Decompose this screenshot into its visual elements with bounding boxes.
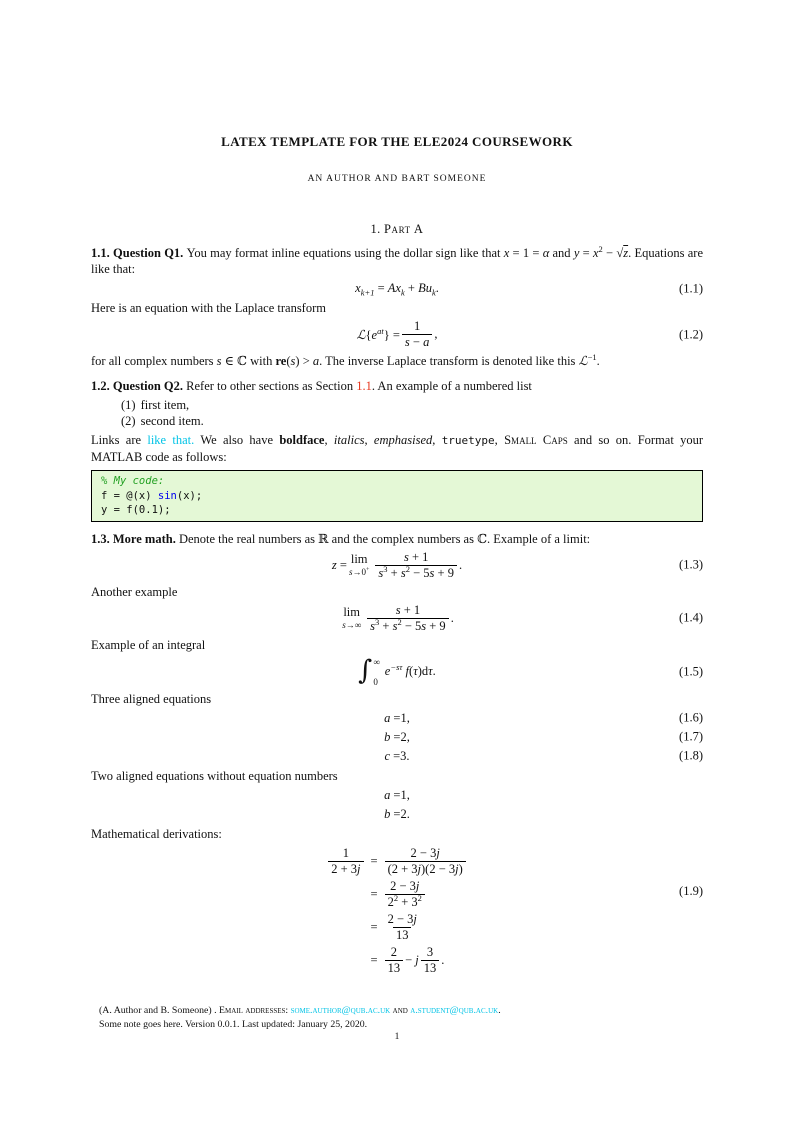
text-run: ) . bbox=[208, 1005, 220, 1016]
list-item-label: (2) bbox=[121, 414, 136, 428]
derivation-lhs bbox=[326, 847, 365, 876]
paragraph-more-math bbox=[91, 531, 703, 547]
aligned-rhs: =2. bbox=[393, 806, 410, 821]
equation-number: (1.1) bbox=[679, 281, 703, 295]
equation-number: (1.5) bbox=[679, 664, 703, 678]
text-run: sin bbox=[157, 489, 177, 502]
paragraph-laplace-intro: Here is an equation with the Laplace transform bbox=[91, 301, 326, 315]
text-run: Email addresses: bbox=[219, 1005, 291, 1016]
equation-trail: , bbox=[434, 327, 438, 341]
text-run: for all complex numbers bbox=[91, 354, 217, 368]
text-run: emphasised bbox=[373, 433, 433, 447]
text-run: j bbox=[417, 861, 422, 876]
section-title: Part A bbox=[383, 222, 424, 236]
aligned-lhs: b bbox=[384, 806, 391, 821]
text-run: f bbox=[405, 664, 410, 678]
text-run: − 5 bbox=[401, 618, 422, 633]
equation-number: (1.4) bbox=[679, 610, 703, 625]
text-run: s bbox=[290, 354, 296, 368]
derivation-rhs bbox=[366, 913, 422, 942]
text-run: j bbox=[436, 845, 440, 860]
equals-sign: = bbox=[370, 853, 378, 868]
text-run: x bbox=[503, 246, 510, 260]
text-run: We also have bbox=[194, 433, 280, 447]
derivation-rhs bbox=[366, 946, 445, 975]
text-run: Small Caps bbox=[504, 433, 568, 447]
paragraph-three-aligned: Three aligned equations bbox=[91, 691, 212, 706]
integral-sign bbox=[358, 657, 382, 687]
integral-glyph: ∫ bbox=[358, 655, 373, 687]
text-run: . bbox=[498, 1005, 501, 1016]
text-run: 13 bbox=[387, 960, 401, 975]
equation-lhs bbox=[357, 327, 400, 343]
text-run: s bbox=[370, 618, 375, 633]
paragraph-question-q2 bbox=[91, 378, 703, 394]
text-run: a bbox=[312, 354, 320, 368]
text-run: . bbox=[435, 281, 439, 295]
text-run: , bbox=[324, 433, 334, 447]
text-run: + 9 bbox=[426, 618, 446, 633]
text-run: 2 − 3 bbox=[410, 845, 437, 860]
equals-sign: = bbox=[370, 886, 378, 901]
text-run: Refer to other sections as Section bbox=[186, 379, 357, 393]
text-run: s bbox=[392, 618, 398, 633]
fraction bbox=[367, 604, 449, 633]
limit-operator bbox=[342, 606, 361, 630]
text-run: + bbox=[387, 565, 401, 580]
paragraph-question-q1 bbox=[91, 245, 703, 277]
text-run: 3 bbox=[426, 944, 434, 959]
text-run: , bbox=[494, 433, 505, 447]
text-run: ( bbox=[99, 1005, 103, 1016]
limit-operator bbox=[349, 553, 369, 577]
text-run: 3 bbox=[383, 563, 388, 574]
equation-1-2 bbox=[91, 320, 703, 349]
fraction bbox=[402, 320, 432, 349]
text-run: (x); bbox=[176, 489, 203, 502]
fraction-denominator bbox=[367, 618, 449, 633]
text-run: j bbox=[413, 911, 417, 926]
text-run: j bbox=[415, 952, 419, 967]
equation-1-4 bbox=[91, 604, 703, 633]
equation-trail: . bbox=[450, 610, 454, 625]
numbered-list bbox=[121, 397, 703, 429]
aligned-equation-row bbox=[91, 787, 703, 804]
text-run: )d bbox=[417, 664, 429, 678]
aligned-equation-row bbox=[91, 806, 703, 823]
paragraph-two-aligned: Two aligned equations without equation numbers bbox=[91, 768, 338, 783]
text-run: s bbox=[378, 565, 384, 580]
fraction-denominator bbox=[385, 861, 466, 876]
text-run: + bbox=[379, 618, 393, 633]
fraction bbox=[421, 946, 440, 975]
text-run: a bbox=[423, 335, 430, 349]
limit-subscript bbox=[342, 621, 361, 630]
footnote-line-version: Some note goes here. Version 0.0.1. Last updated: January 25, 2020. bbox=[99, 1019, 368, 1030]
text-run: + bbox=[404, 281, 419, 295]
text-run: Question Q1. bbox=[113, 246, 187, 260]
aligned-equation-row bbox=[91, 710, 703, 727]
fraction-numerator bbox=[340, 847, 352, 861]
section-heading bbox=[91, 222, 703, 237]
equation-number: (1.7) bbox=[679, 729, 703, 744]
aligned-lhs: c bbox=[384, 748, 391, 763]
code-line bbox=[101, 503, 693, 518]
derivation-block bbox=[91, 847, 703, 975]
text-run: { bbox=[365, 327, 372, 342]
integral-limits bbox=[373, 657, 379, 687]
equation-number: (1.9) bbox=[679, 883, 703, 898]
text-run: x bbox=[355, 281, 361, 295]
derivation-grid bbox=[91, 847, 703, 975]
paragraph-integral-example: Example of an integral bbox=[91, 637, 206, 652]
text-run: ℒ bbox=[578, 354, 588, 368]
text-run: . An example of a numbered list bbox=[371, 379, 532, 393]
text-run: y = f(0.1); bbox=[101, 504, 171, 516]
text-run: boldface bbox=[279, 433, 325, 447]
text-run: at bbox=[377, 325, 384, 336]
text-run: −1 bbox=[587, 351, 597, 362]
paragraph-another-example: Another example bbox=[91, 584, 178, 599]
fraction bbox=[385, 946, 404, 975]
text-run: s bbox=[404, 335, 410, 349]
list-item-text: first item, bbox=[140, 398, 190, 412]
text-run: s bbox=[429, 565, 435, 580]
text-run: 2 bbox=[390, 944, 397, 959]
paragraph-derivations: Mathematical derivations: bbox=[91, 826, 222, 841]
text-run: } = bbox=[383, 327, 400, 342]
fraction-denominator bbox=[328, 861, 363, 876]
list-item bbox=[121, 397, 703, 413]
text-run: x bbox=[592, 246, 599, 260]
text-run: →0 bbox=[352, 566, 366, 577]
aligned-rhs: =1, bbox=[393, 787, 410, 802]
aligned-equation-row bbox=[91, 729, 703, 746]
equation-number: (1.3) bbox=[679, 557, 703, 572]
fraction bbox=[375, 551, 457, 580]
text-run: (2 + 3 bbox=[387, 861, 418, 876]
fraction-numerator bbox=[408, 847, 443, 861]
fraction-denominator bbox=[375, 565, 457, 580]
text-run: f = @(x) bbox=[101, 489, 158, 502]
text-run: s bbox=[403, 549, 409, 564]
text-run: = bbox=[579, 246, 593, 260]
page-content bbox=[91, 0, 703, 975]
text-run: ) > bbox=[295, 354, 313, 368]
limit-label: lim bbox=[343, 605, 360, 620]
text-run: 2 bbox=[417, 892, 422, 903]
text-run: . bbox=[432, 664, 436, 678]
text-run: s bbox=[348, 566, 353, 577]
aligned-equations-unnumbered bbox=[91, 787, 703, 823]
fraction-numerator bbox=[424, 946, 436, 960]
text-run: 1.2. bbox=[91, 379, 113, 393]
document-title: LATEX TEMPLATE FOR THE ELE2024 COURSEWORK bbox=[221, 134, 573, 149]
text-run: −sτ bbox=[390, 661, 403, 672]
limit-subscript bbox=[349, 568, 369, 577]
equals-sign: = bbox=[370, 919, 378, 934]
text-run: ∈ ℂ with bbox=[221, 354, 276, 368]
text-run: k bbox=[400, 287, 405, 298]
text-run: 13 bbox=[423, 960, 437, 975]
text-run: ( bbox=[409, 664, 414, 678]
integral-lower-limit: 0 bbox=[373, 676, 378, 687]
fraction bbox=[385, 847, 466, 876]
text-run: ) bbox=[458, 861, 463, 876]
code-line bbox=[101, 489, 693, 504]
text-run: j bbox=[357, 861, 361, 876]
text-run: k+1 bbox=[360, 287, 375, 298]
text-run: A. Author and B. Someone bbox=[102, 1005, 209, 1016]
text-run: 1 bbox=[414, 319, 421, 333]
integral-upper-limit: ∞ bbox=[373, 656, 380, 667]
text-run: 13 bbox=[395, 927, 409, 942]
fraction-numerator bbox=[388, 946, 400, 960]
text-run: α bbox=[542, 246, 550, 260]
text-run: 1 bbox=[342, 845, 349, 860]
equation-1-1 bbox=[91, 281, 703, 296]
text-run: s bbox=[421, 618, 427, 633]
text-run: + 9 bbox=[434, 565, 454, 580]
text-run: = 1 = bbox=[509, 246, 543, 260]
text-run: − bbox=[409, 335, 424, 349]
text-run: 2 + 3 bbox=[331, 861, 358, 876]
text-run: Question Q2. bbox=[112, 379, 187, 393]
text-run: 2 bbox=[387, 894, 394, 909]
text-run: 2 − 3 bbox=[387, 911, 414, 926]
text-run: Bu bbox=[418, 281, 432, 295]
page-number: 1 bbox=[394, 1032, 400, 1042]
aligned-lhs: b bbox=[384, 729, 391, 744]
text-run: . The inverse Laplace transform is denoted like this bbox=[319, 354, 579, 368]
text-run: and so on. Format your MATLAB code as follows: bbox=[91, 433, 704, 464]
text-run: , bbox=[364, 433, 374, 447]
text-run: − 5 bbox=[409, 565, 430, 580]
list-item bbox=[121, 413, 703, 429]
inline-hyperlink[interactable]: like that. bbox=[147, 433, 195, 447]
fraction-numerator bbox=[411, 320, 423, 334]
text-run: More math. bbox=[112, 531, 179, 546]
email-link-student[interactable]: a.student@qub.ac.uk bbox=[410, 1005, 499, 1016]
derivation-rhs bbox=[366, 847, 468, 876]
text-run: 3 bbox=[375, 616, 380, 627]
text-run: Links are bbox=[91, 433, 148, 447]
fraction-denominator bbox=[421, 960, 440, 975]
text-run: 2 bbox=[397, 616, 402, 627]
text-run: re bbox=[275, 354, 287, 368]
text-run: s bbox=[342, 619, 346, 630]
text-run: e bbox=[384, 664, 391, 678]
list-item-text: second item. bbox=[140, 414, 204, 428]
equation-body bbox=[384, 661, 436, 679]
matlab-code-block bbox=[91, 470, 703, 522]
text-run: . Equations are like that: bbox=[91, 246, 703, 276]
fraction bbox=[385, 913, 420, 942]
text-run: 2 bbox=[393, 892, 399, 903]
aligned-lhs: a bbox=[384, 710, 391, 725]
fraction bbox=[328, 847, 363, 876]
text-run: % My code: bbox=[101, 475, 165, 487]
aligned-rhs: =2, bbox=[393, 729, 410, 744]
equation-1-3 bbox=[91, 551, 703, 580]
aligned-rhs: =3. bbox=[393, 748, 410, 763]
section-number: 1. bbox=[370, 222, 381, 236]
text-run: 2 bbox=[598, 243, 603, 254]
text-run: k bbox=[431, 287, 436, 298]
text-run: = bbox=[336, 557, 347, 572]
text-run: , bbox=[432, 433, 442, 447]
text-run: . bbox=[596, 354, 600, 368]
footnote bbox=[99, 1004, 699, 1032]
text-run: − √ bbox=[602, 246, 624, 260]
fraction-denominator bbox=[402, 334, 432, 349]
equation-lhs bbox=[332, 558, 347, 573]
text-run: Ax bbox=[387, 281, 401, 295]
text-run: − bbox=[405, 952, 416, 967]
aligned-rhs: =1, bbox=[393, 710, 410, 725]
text-run: s bbox=[400, 565, 406, 580]
section-ref-link[interactable]: 1.1 bbox=[356, 379, 372, 393]
text-run: e bbox=[371, 327, 378, 342]
email-link-author[interactable]: some.author@qub.ac.uk bbox=[290, 1005, 391, 1016]
footnote-line-authors bbox=[99, 1004, 699, 1018]
derivation-mid-term bbox=[405, 953, 419, 968]
aligned-equation-row bbox=[91, 748, 703, 765]
aligned-lhs: a bbox=[384, 787, 391, 802]
equation-1-5 bbox=[91, 657, 703, 687]
equation-number: (1.6) bbox=[679, 710, 703, 725]
paragraph-complex-numbers bbox=[91, 353, 703, 369]
fraction bbox=[385, 880, 425, 909]
limit-label: lim bbox=[350, 552, 368, 567]
text-run: truetype bbox=[441, 434, 495, 447]
text-run: y bbox=[573, 246, 580, 260]
fraction-numerator bbox=[385, 913, 420, 927]
text-run: →∞ bbox=[345, 619, 362, 630]
text-run: s bbox=[216, 354, 222, 368]
text-run: + 3 bbox=[398, 894, 418, 909]
list-item-label: (1) bbox=[121, 398, 136, 412]
text-run: j bbox=[415, 878, 420, 893]
equation-trail: . bbox=[458, 557, 463, 572]
text-run: 1.3. bbox=[91, 531, 113, 546]
text-run: and bbox=[549, 246, 574, 260]
text-run: + bbox=[365, 566, 370, 573]
equation-number: (1.2) bbox=[679, 327, 703, 341]
aligned-equations-numbered bbox=[91, 710, 703, 765]
code-line bbox=[101, 474, 693, 489]
text-run: = bbox=[374, 281, 388, 295]
text-run: 1.1. bbox=[91, 246, 114, 260]
text-run: italics bbox=[333, 433, 365, 447]
equation-trail: . bbox=[441, 952, 445, 967]
fraction-denominator bbox=[385, 894, 425, 909]
equation-body bbox=[355, 281, 439, 296]
fraction-denominator bbox=[385, 960, 404, 975]
text-run: τ bbox=[428, 664, 433, 678]
text-run: + 1 bbox=[400, 602, 421, 617]
text-run: You may format inline equations using the dollar sign like that bbox=[186, 246, 504, 260]
text-run: and bbox=[390, 1005, 411, 1016]
text-run: + 1 bbox=[408, 549, 429, 564]
text-run: j bbox=[455, 861, 459, 876]
paragraph-links-and-styles bbox=[91, 432, 703, 465]
text-run: z bbox=[623, 246, 629, 260]
text-run: ℒ bbox=[356, 327, 366, 342]
authors-line: AN AUTHOR AND BART SOMEONE bbox=[307, 174, 487, 184]
text-run: τ bbox=[413, 664, 418, 678]
equals-sign: = bbox=[370, 952, 378, 967]
fraction-denominator bbox=[393, 927, 412, 942]
text-run: 2 − 3 bbox=[390, 878, 416, 893]
text-run: Denote the real numbers as ℝ and the complex numbers as ℂ. Example of a limit: bbox=[178, 531, 591, 546]
equation-number: (1.8) bbox=[679, 748, 703, 763]
text-run: )(2 − 3 bbox=[421, 861, 456, 876]
text-run: ( bbox=[286, 354, 291, 368]
text-run: 2 bbox=[405, 563, 410, 574]
text-run: z bbox=[331, 557, 337, 572]
derivation-rhs bbox=[366, 880, 427, 909]
text-run: s bbox=[395, 602, 401, 617]
